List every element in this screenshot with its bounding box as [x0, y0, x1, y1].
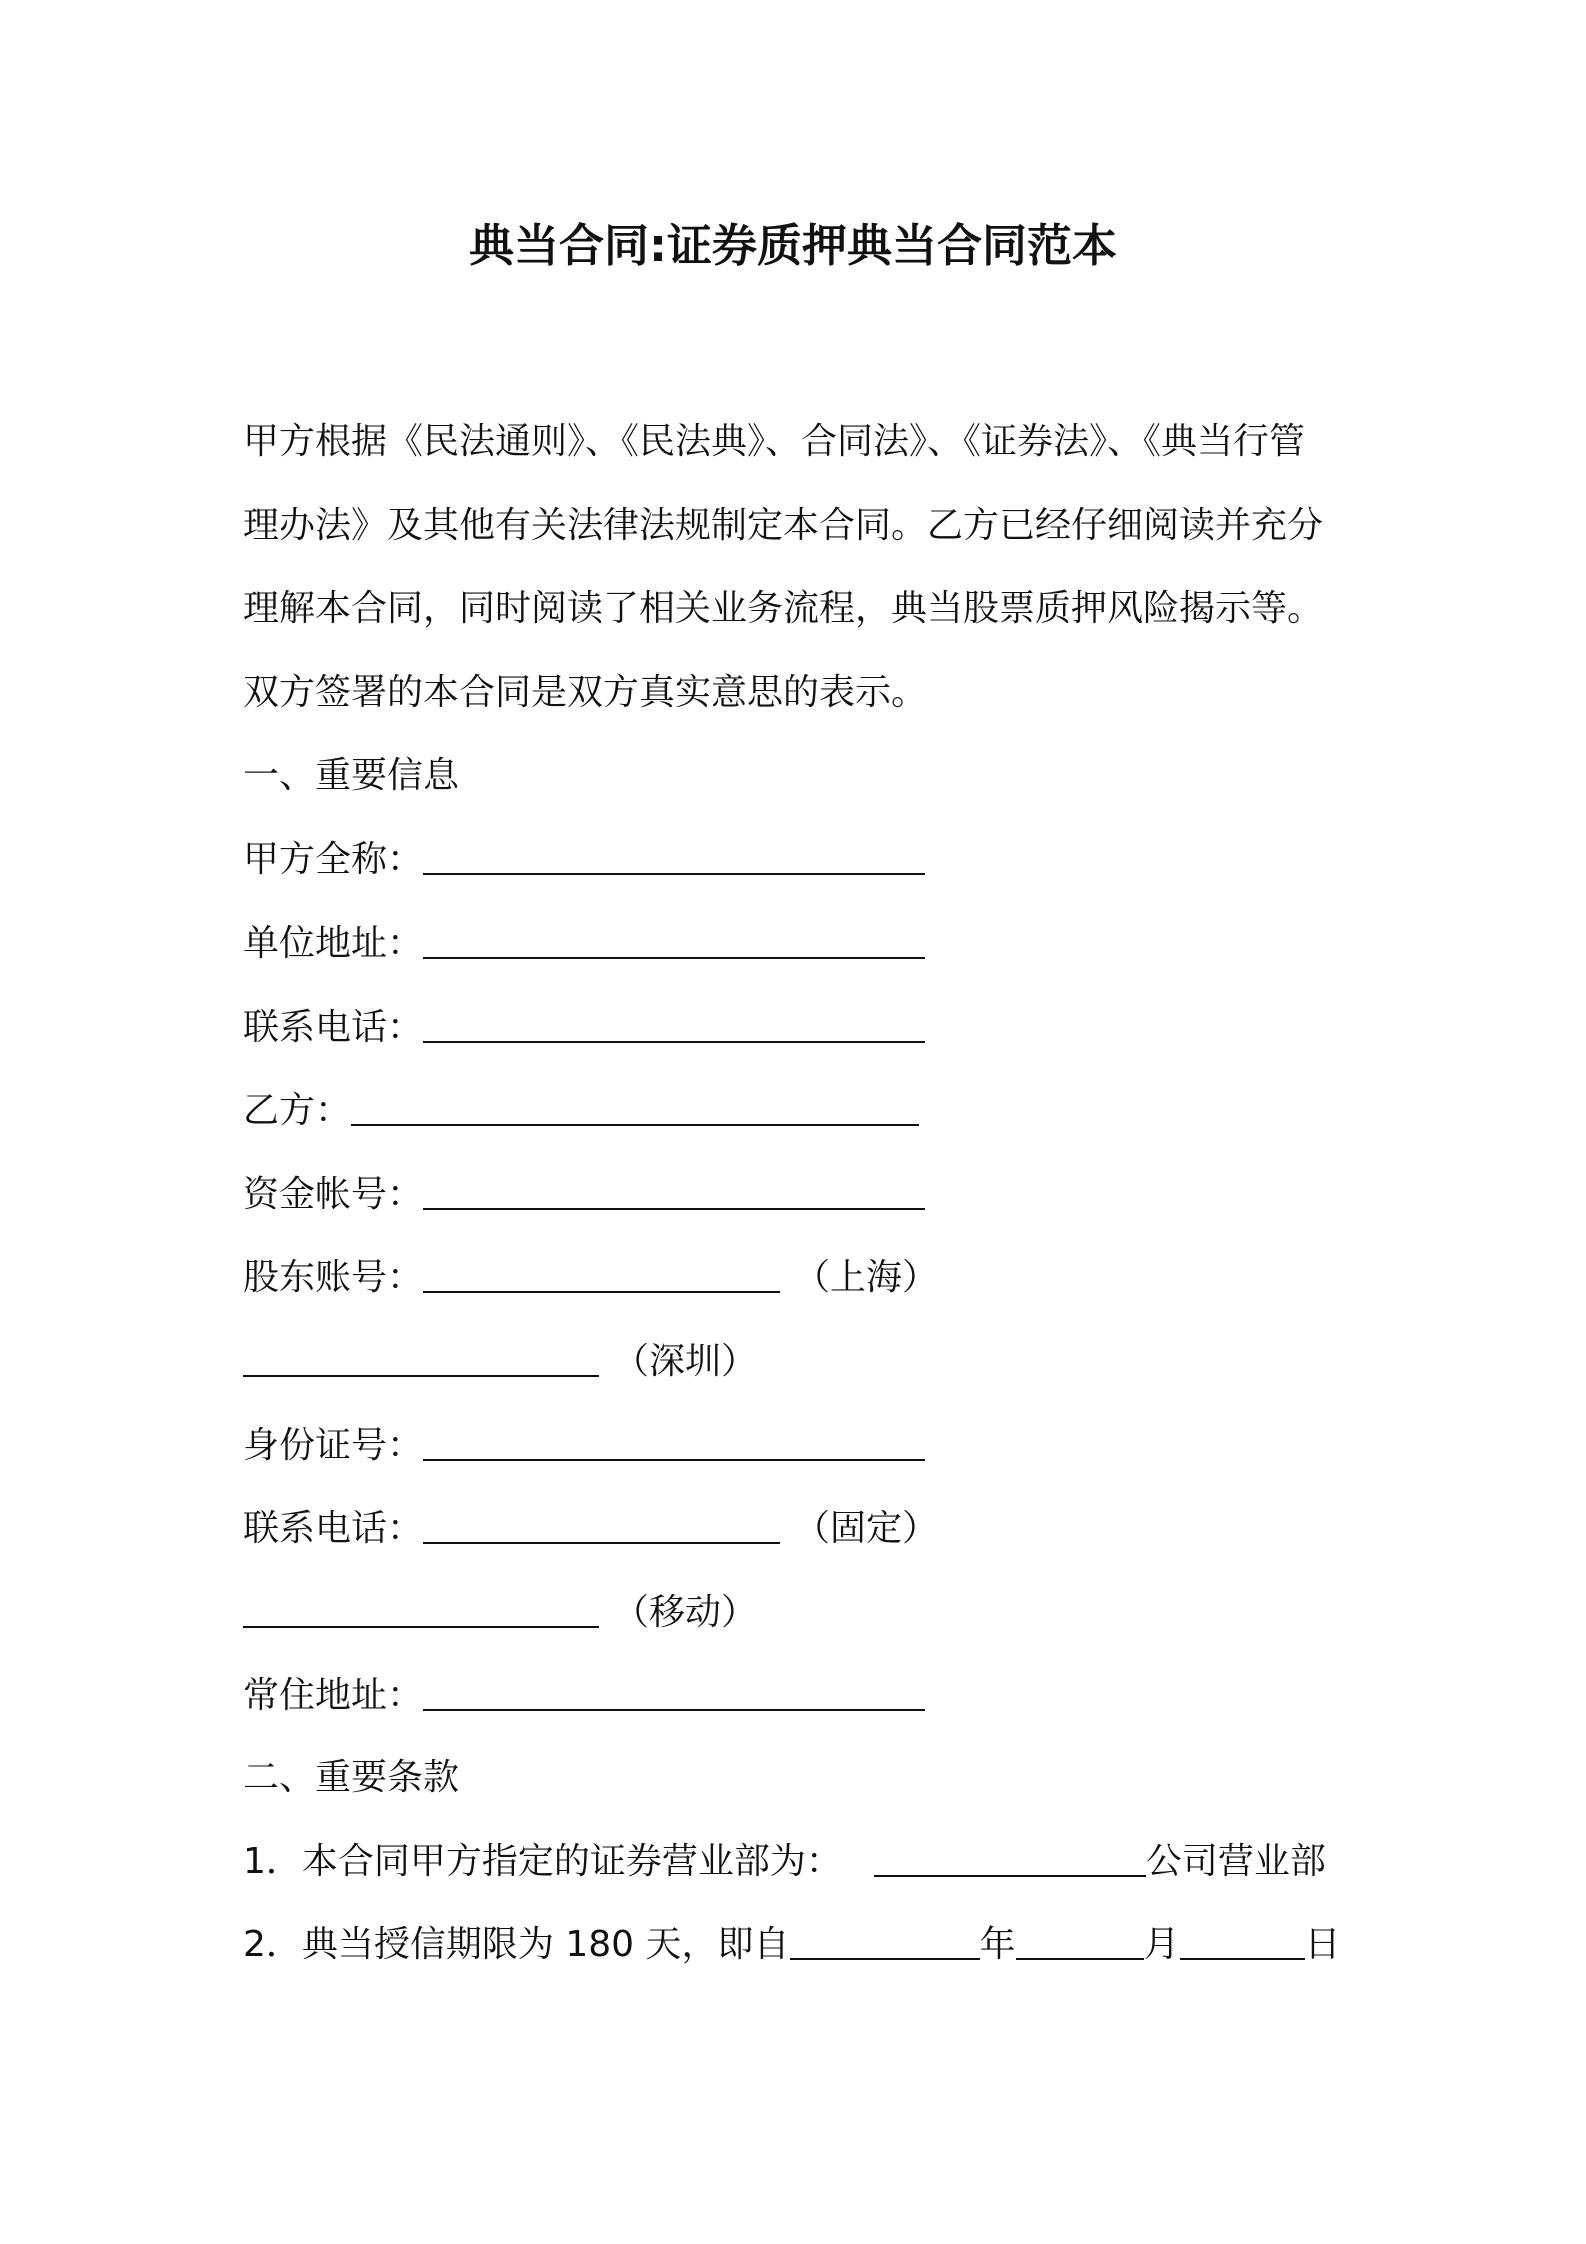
phone-b-row [243, 1501, 938, 1557]
day-label: 日 [1304, 1924, 1341, 1965]
clause-2-text: 2．典当授信期限为 180 天，即自 [243, 1924, 790, 1965]
clause-2-row [243, 1917, 1341, 1973]
unit-address-label: 单位地址： [243, 923, 424, 964]
year-label: 年 [979, 1924, 1016, 1965]
fund-account-blank[interactable] [423, 1170, 925, 1210]
intro-line: 甲方根据《民法通则》、《民法典》、合同法》、《证券法》、《典当行管 [243, 421, 1306, 462]
intro-line: 理解本合同，同时阅读了相关业务流程，典当股票质押风险揭示等。 [243, 588, 1324, 629]
party-a-name-blank[interactable] [423, 835, 925, 875]
start-year-blank[interactable] [790, 1920, 980, 1960]
residence-label: 常住地址： [243, 1675, 424, 1716]
residence-row [243, 1668, 925, 1724]
document-title: 典当合同:证券质押典当合同范本 [469, 219, 1117, 272]
month-label: 月 [1143, 1924, 1180, 1965]
unit-address-blank[interactable] [423, 919, 925, 959]
id-number-label: 身份证号： [243, 1425, 424, 1466]
party-b-label: 乙方： [243, 1090, 352, 1131]
phone-fixed-blank[interactable] [423, 1504, 780, 1544]
party-b-row [243, 1083, 919, 1139]
shareholder-account-row [243, 1250, 938, 1306]
phone-a-row [243, 1000, 925, 1056]
shenzhen-note: （深圳） [613, 1341, 758, 1382]
shareholder-account-shenzhen-blank[interactable] [243, 1337, 599, 1377]
party-a-name-row [243, 832, 925, 888]
phone-a-label: 联系电话： [243, 1007, 424, 1048]
shenzhen-row [243, 1334, 757, 1390]
fixed-note: （固定） [794, 1508, 939, 1549]
intro-paragraph [243, 400, 1355, 734]
clause-1-text: 1．本合同甲方指定的证券营业部为： [243, 1841, 842, 1882]
shareholder-account-shanghai-blank[interactable] [423, 1253, 780, 1293]
phone-a-blank[interactable] [423, 1003, 925, 1043]
section-heading-important-info: 一、重要信息 [243, 755, 460, 796]
phone-mobile-blank[interactable] [243, 1588, 599, 1628]
clause-1-suffix: 公司营业部 [1145, 1841, 1326, 1882]
start-month-blank[interactable] [1016, 1920, 1144, 1960]
clause-1-row [243, 1834, 1326, 1890]
intro-line: 理办法》及其他有关法律法规制定本合同。乙方已经仔细阅读并充分 [243, 504, 1324, 546]
mobile-row [243, 1585, 757, 1641]
id-number-blank[interactable] [423, 1421, 925, 1461]
securities-branch-blank[interactable] [874, 1837, 1146, 1877]
section-heading-important-terms: 二、重要条款 [243, 1757, 460, 1798]
start-day-blank[interactable] [1180, 1920, 1305, 1960]
shanghai-note: （上海） [794, 1257, 939, 1298]
intro-line: 双方签署的本合同是双方真实意思的表示。 [243, 671, 928, 713]
phone-b-label: 联系电话： [243, 1508, 424, 1549]
mobile-note: （移动） [613, 1592, 758, 1633]
fund-account-row [243, 1167, 925, 1223]
party-a-name-label: 甲方全称： [243, 839, 424, 880]
id-number-row [243, 1418, 925, 1474]
party-b-blank[interactable] [351, 1086, 919, 1126]
residence-blank[interactable] [423, 1671, 925, 1711]
fund-account-label: 资金帐号： [243, 1174, 424, 1215]
shareholder-account-label: 股东账号： [243, 1257, 424, 1298]
unit-address-row [243, 916, 925, 972]
